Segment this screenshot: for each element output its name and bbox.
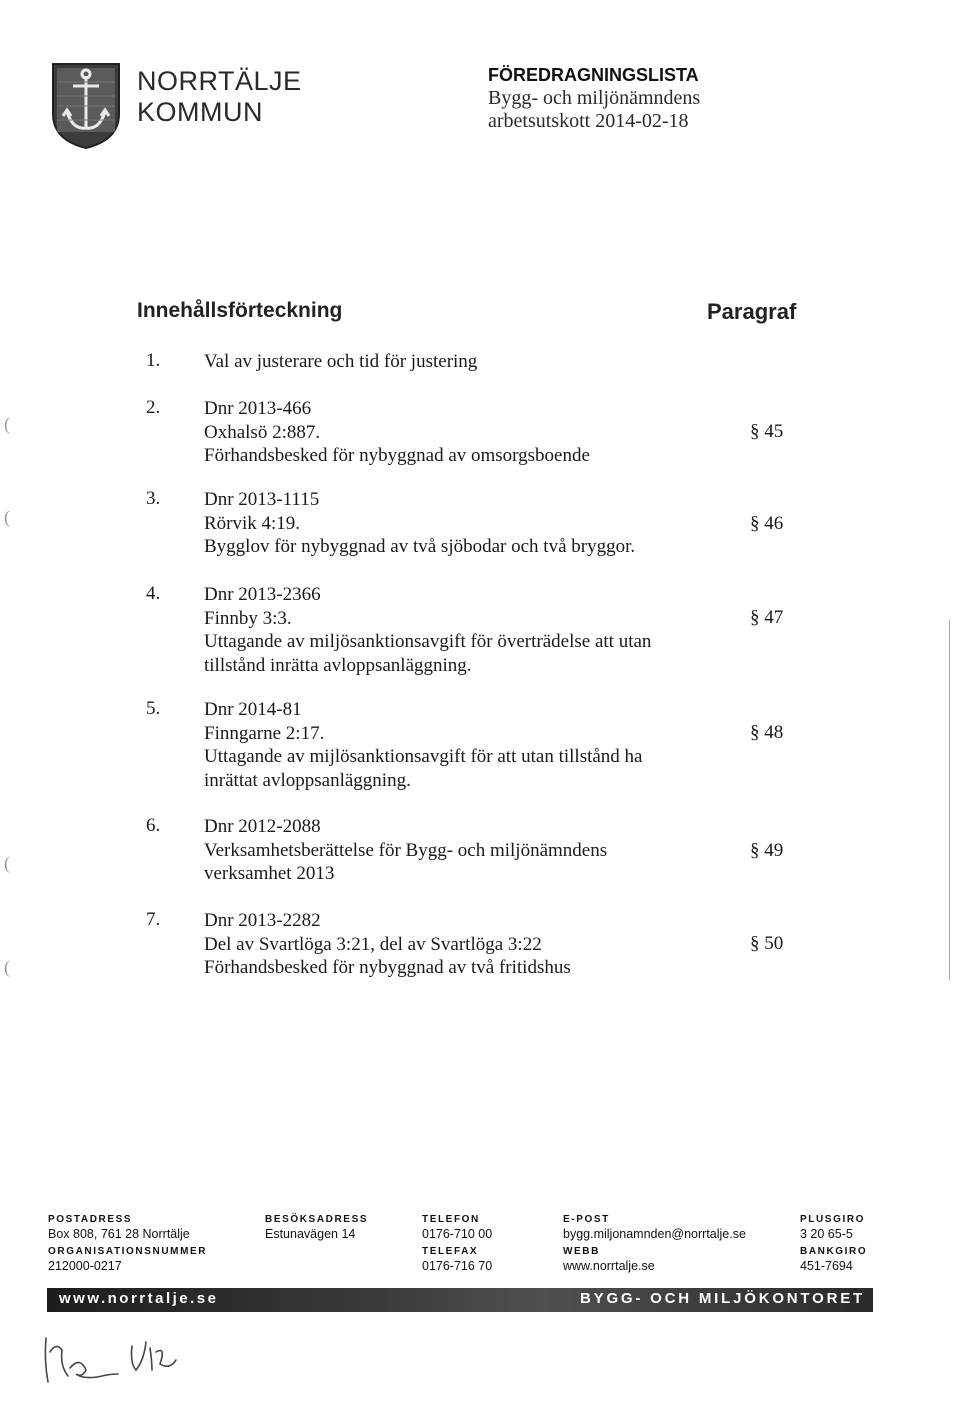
item-line: Uttagande av miljösanktionsavgift för överträdelse att utan: [204, 631, 652, 652]
besoksadress-label: BESÖKSADRESS: [265, 1214, 369, 1225]
webb-value[interactable]: www.norrtalje.se: [563, 1259, 655, 1273]
footer-website[interactable]: www.norrtalje.se: [59, 1290, 219, 1307]
item-line: inrättat avloppsanläggning.: [204, 769, 411, 791]
plusgiro-label: PLUSGIRO: [800, 1214, 866, 1225]
item-line: Dnr 2013-2282: [204, 910, 321, 931]
item-paragraph: § 46: [750, 513, 784, 534]
item-line: Dnr 2014-81: [204, 699, 302, 720]
item-line: Bygglov för nybyggnad av två sjöbodar och två bryggor.: [204, 536, 636, 557]
orgnr-label: ORGANISATIONSNUMMER: [48, 1246, 208, 1257]
footer-department: BYGG- OCH MILJÖKONTORET: [580, 1290, 865, 1307]
item-line: Uttagande av mijlösanktionsavgift för att utan tillstånd ha: [204, 746, 643, 767]
item-line: tillstånd inrätta avloppsanläggning.: [204, 654, 472, 676]
item-line: Förhandsbesked för nybyggnad av två fritidshus: [204, 957, 571, 978]
logo-line-2: KOMMUN: [137, 97, 263, 127]
subtitle-line-1: Bygg- och miljönämndens: [488, 87, 701, 109]
telefax-value: 0176-716 70: [422, 1259, 493, 1273]
item-number: 3.: [146, 488, 161, 509]
margin-mark: (: [4, 414, 10, 434]
postadress-label: POSTADRESS: [48, 1214, 133, 1225]
plusgiro-value: 3 20 65-5: [800, 1227, 853, 1241]
item-text: [204, 583, 651, 677]
document-header: [488, 64, 700, 133]
telefon-value: 0176-710 00: [422, 1227, 493, 1241]
margin-mark: (: [4, 853, 10, 873]
item-paragraph: § 49: [750, 840, 784, 861]
paragraph-heading: Paragraf: [707, 299, 797, 324]
webb-label: WEBB: [563, 1246, 600, 1257]
subtitle-line-2: arbetsutskott 2014-02-18: [488, 110, 689, 132]
municipality-name: [137, 66, 302, 128]
item-line: Finngarne 2:17.: [204, 722, 325, 744]
item-text: [204, 698, 642, 792]
item-line: Val av justerare och tid för justering: [204, 351, 478, 372]
footer-bar: [47, 1288, 873, 1312]
toc-heading: Innehållsförteckning: [137, 299, 343, 322]
margin-mark: (: [4, 957, 10, 977]
logo-line-1: NORRTÄLJE: [137, 66, 302, 96]
item-text: [204, 909, 571, 980]
item-paragraph: § 47: [750, 607, 784, 628]
item-line: Finnby 3:3.: [204, 607, 292, 629]
item-line: verksamhet 2013: [204, 863, 335, 884]
item-line: Verksamhetsberättelse för Bygg- och miljönämndens: [204, 839, 608, 861]
item-number: 1.: [146, 350, 161, 371]
item-number: 2.: [146, 397, 161, 418]
item-line: Dnr 2013-466: [204, 398, 312, 419]
epost-label: E-POST: [563, 1214, 610, 1225]
document-title: FÖREDRAGNINGSLISTA: [488, 65, 699, 85]
item-line: Förhandsbesked för nybyggnad av omsorgsboende: [204, 445, 590, 466]
postadress-value: Box 808, 761 28 Norrtälje: [48, 1227, 190, 1241]
handwritten-initials: [40, 1330, 210, 1390]
item-number: 6.: [146, 815, 161, 836]
epost-value[interactable]: bygg.miljonamnden@norrtalje.se: [563, 1227, 746, 1241]
item-line: Oxhalsö 2:887.: [204, 421, 321, 443]
item-paragraph: § 48: [750, 722, 784, 743]
item-text: [204, 815, 607, 886]
item-line: Dnr 2013-2366: [204, 584, 321, 605]
item-paragraph: § 50: [750, 933, 784, 954]
item-number: 4.: [146, 583, 161, 604]
item-text: [204, 350, 477, 374]
bankgiro-label: BANKGIRO: [800, 1246, 868, 1257]
telefon-label: TELEFON: [422, 1214, 480, 1225]
item-text: [204, 397, 590, 468]
item-line: Del av Svartlöga 3:21, del av Svartlöga 3:22: [204, 933, 542, 955]
orgnr-value: 212000-0217: [48, 1259, 122, 1273]
item-line: Rörvik 4:19.: [204, 512, 301, 534]
item-line: Dnr 2013-1115: [204, 489, 320, 510]
item-paragraph: § 45: [750, 421, 784, 442]
margin-mark: (: [4, 507, 10, 527]
besoksadress-value: Estunavägen 14: [265, 1227, 356, 1241]
item-number: 5.: [146, 698, 161, 719]
norrtalje-coat-of-arms-logo: [51, 62, 121, 150]
item-text: [204, 488, 635, 559]
item-line: Dnr 2012-2088: [204, 816, 321, 837]
telefax-label: TELEFAX: [422, 1246, 479, 1257]
scan-edge-line: [949, 620, 950, 980]
item-number: 7.: [146, 909, 161, 930]
bankgiro-value: 451-7694: [800, 1259, 853, 1273]
